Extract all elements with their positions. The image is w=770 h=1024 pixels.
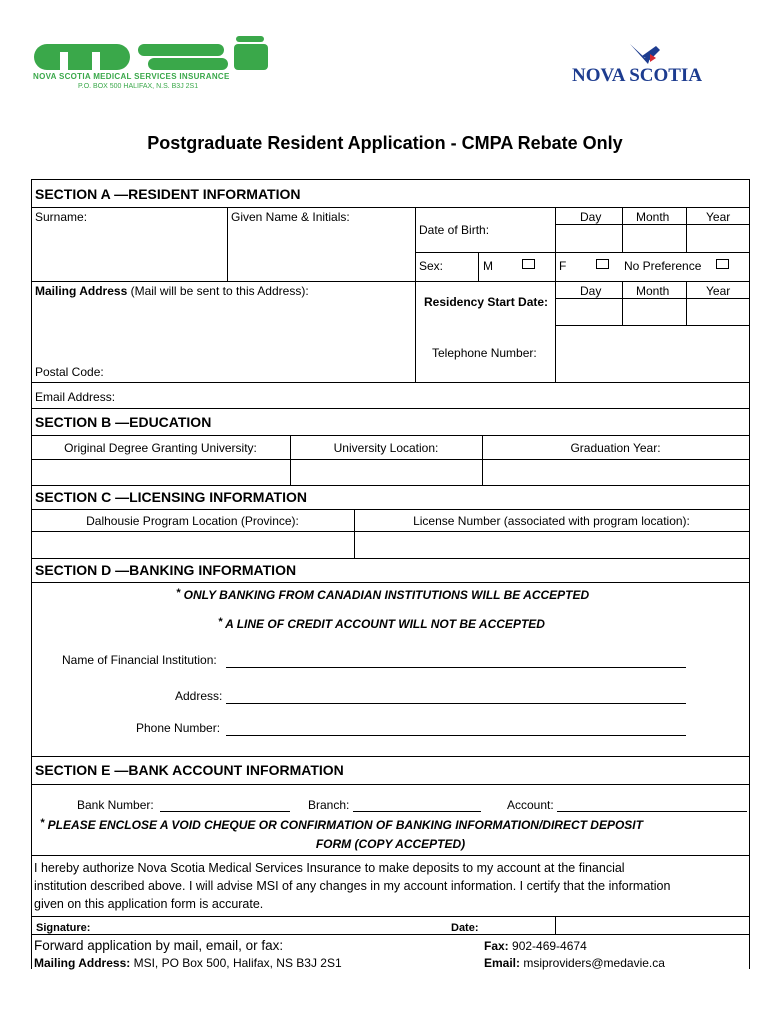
dob-day: Day [580, 210, 602, 224]
enclose-cheque-note: * PLEASE ENCLOSE A VOID CHEQUE OR CONFIRMATION OF BANKING INFORMATION/DIRECT DEPOSIT [40, 817, 643, 832]
degree-university-field[interactable] [34, 462, 287, 482]
given-name-label: Given Name & Initials: [231, 210, 350, 224]
surname-label: Surname: [35, 210, 88, 224]
residency-month: Month [636, 284, 670, 298]
section-c-heading: SECTION C —LICENSING INFORMATION [35, 489, 307, 505]
license-number-field[interactable] [357, 534, 746, 555]
section-a-heading: SECTION A —RESIDENT INFORMATION [35, 186, 301, 202]
section-d-heading: SECTION D —BANKING INFORMATION [35, 562, 297, 578]
email-label: Email Address: [35, 390, 116, 404]
sex-f-checkbox[interactable] [596, 259, 609, 269]
graduation-year-field[interactable] [485, 462, 746, 482]
residency-start-label: Residency Start Date: [424, 295, 549, 309]
program-location-field[interactable] [34, 534, 351, 555]
branch-label: Branch: [308, 798, 350, 812]
bank-phone-field[interactable] [228, 719, 684, 734]
institution-field[interactable] [228, 651, 684, 666]
mailing-address-label: Mailing Address (Mail will be sent to this Address): [35, 284, 309, 298]
bank-number-label: Bank Number: [77, 798, 154, 812]
date-label: Date: [451, 922, 479, 934]
section-e-heading: SECTION E —BANK ACCOUNT INFORMATION [35, 762, 344, 778]
residency-year: Year [706, 284, 731, 298]
bank-address-field[interactable] [228, 687, 684, 702]
sex-no-preference-checkbox[interactable] [716, 259, 729, 269]
org-address: P.O. BOX 500 HALIFAX, N.S. B3J 2S1 [78, 83, 199, 90]
dob-day-field[interactable] [558, 226, 620, 248]
dob-month-field[interactable] [625, 226, 684, 248]
section-b-heading: SECTION B —EDUCATION [35, 414, 212, 430]
bank-phone-label: Phone Number: [136, 721, 221, 735]
sex-f-label: F [559, 259, 567, 273]
telephone-field[interactable] [558, 330, 747, 378]
sex-no-preference-label: No Preference [624, 259, 702, 273]
residency-year-field[interactable] [689, 300, 747, 322]
bank-address-label: Address: [175, 689, 223, 703]
postal-code-label: Postal Code: [35, 365, 104, 379]
branch-field[interactable] [355, 796, 479, 810]
banking-note-canadian: * ONLY BANKING FROM CANADIAN INSTITUTIONS WILL BE ACCEPTED [176, 587, 590, 602]
degree-university-label: Original Degree Granting University: [64, 441, 257, 455]
email-footer: Email: msiproviders@medavie.ca [484, 956, 665, 970]
dob-year: Year [706, 210, 731, 224]
nova-scotia-wordmark: NOVA SCOTIA [572, 65, 703, 86]
enclose-cheque-note-2: FORM (COPY ACCEPTED) [315, 837, 466, 851]
telephone-label: Telephone Number: [432, 346, 537, 360]
sex-m-label: M [483, 259, 493, 273]
dob-year-field[interactable] [689, 226, 747, 248]
dob-month: Month [636, 210, 670, 224]
banking-note-credit: * A LINE OF CREDIT ACCOUNT WILL NOT BE ACCEPTED [218, 616, 545, 631]
dob-label: Date of Birth: [419, 223, 490, 237]
university-location-label: University Location: [333, 441, 439, 455]
mailing-address-field[interactable] [35, 300, 411, 358]
university-location-field[interactable] [293, 462, 479, 482]
authorization-text-1: I hereby authorize Nova Scotia Medical Services Insurance to make deposits to my account at the financial [34, 861, 625, 875]
page-title: Postgraduate Resident Application - CMPA Rebate Only [147, 133, 623, 153]
signature-label: Signature: [36, 922, 91, 934]
institution-label: Name of Financial Institution: [62, 653, 217, 667]
sex-label: Sex: [419, 259, 444, 273]
bank-number-field[interactable] [162, 796, 288, 810]
signature-field[interactable] [100, 918, 440, 934]
account-field[interactable] [559, 796, 745, 810]
org-name: NOVA SCOTIA MEDICAL SERVICES INSURANCE [33, 72, 230, 81]
forward-instructions: Forward application by mail, email, or fax: [34, 938, 284, 953]
account-label: Account: [507, 798, 554, 812]
authorization-text-2: institution described above. I will advise MSI of any changes in my account information. I certify that the information [34, 879, 671, 893]
program-location-label: Dalhousie Program Location (Province): [86, 514, 299, 528]
license-number-label: License Number (associated with program location): [413, 514, 690, 528]
date-field[interactable] [484, 918, 552, 934]
residency-day: Day [580, 284, 602, 298]
residency-month-field[interactable] [625, 300, 684, 322]
authorization-text-3: given on this application form is accurate. [34, 897, 264, 911]
graduation-year-label: Graduation Year: [570, 441, 661, 455]
mailing-address-footer: Mailing Address: MSI, PO Box 500, Halifax, NS B3J 2S1 [34, 956, 342, 970]
residency-day-field[interactable] [558, 300, 620, 322]
fax-footer: Fax: 902-469-4674 [484, 939, 587, 953]
sex-m-checkbox[interactable] [522, 259, 535, 269]
